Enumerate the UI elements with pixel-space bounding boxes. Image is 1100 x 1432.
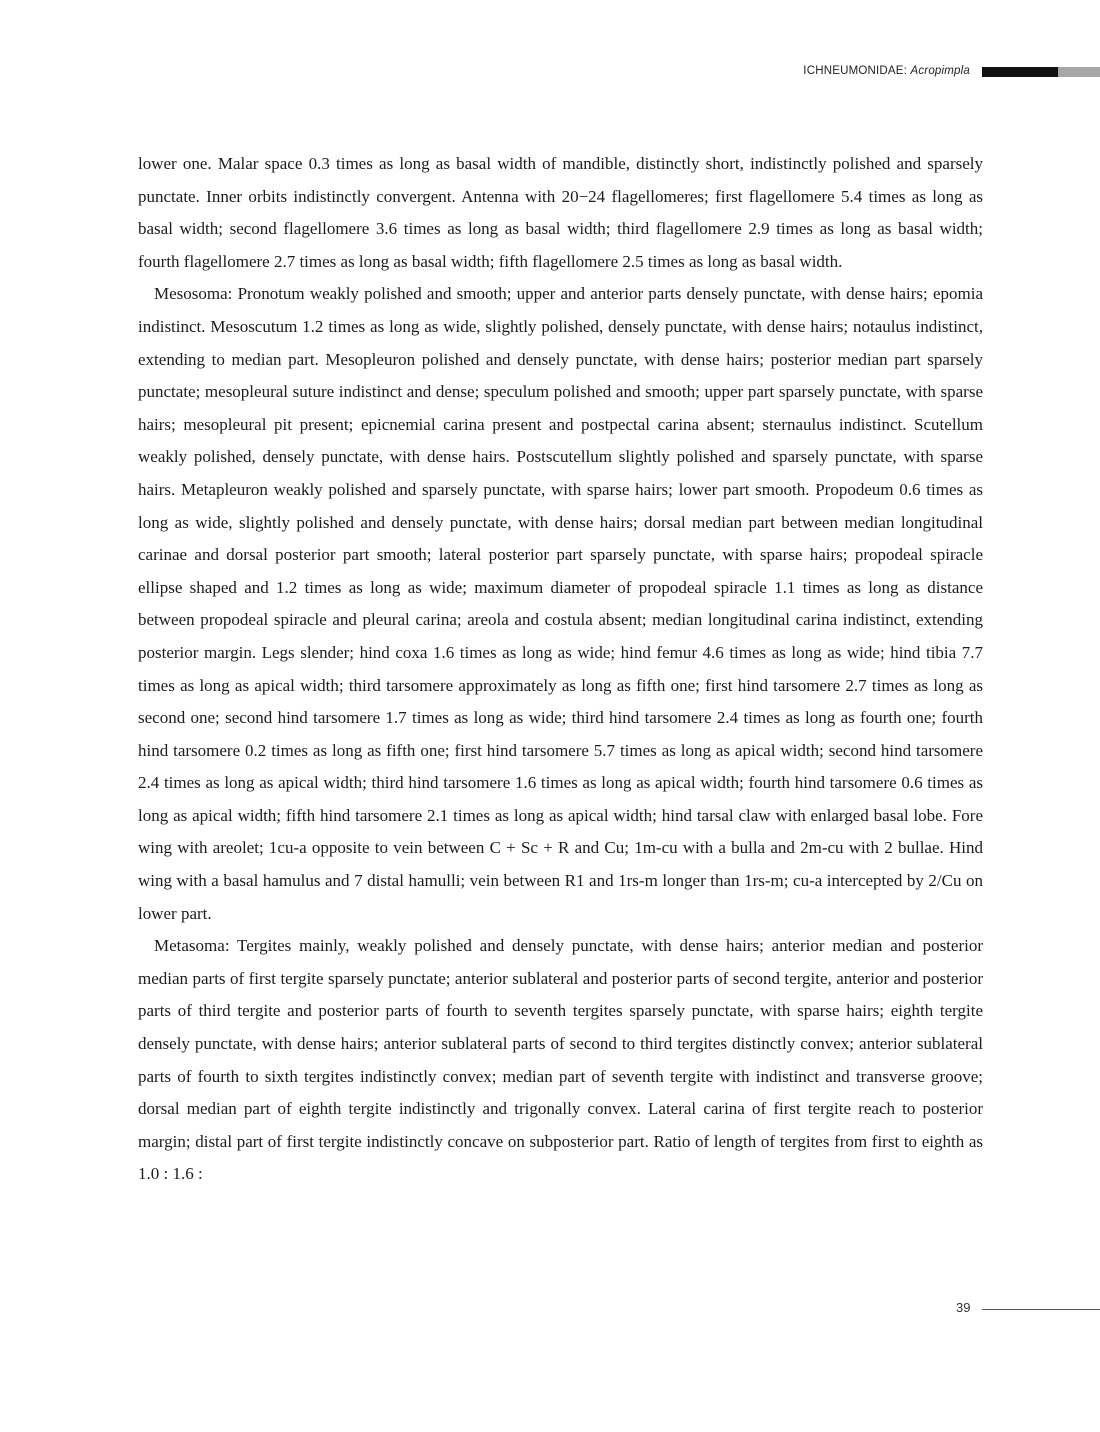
header-bar-light: [1058, 67, 1100, 77]
footer-rule: [982, 1309, 1100, 1310]
header-bar-dark: [982, 67, 1058, 77]
paragraph-head-continuation: lower one. Malar space 0.3 times as long as basal width of mandible, distinctly short, indistinctly polished and sparsely punctate. Inner orbits indistinctly convergent. Antenna with 20−24 flagellomeres; first flagellomere 5.4 times as long as basal width; second flagellomere 3.6 times as long as basal width; third flagellomere 2.9 times as long as basal width; fourth flagellomere 2.7 times as long as basal width; fifth flagellomere 2.5 times as long as basal width.: [138, 154, 983, 271]
page-number: 39: [956, 1300, 971, 1315]
body-text: [138, 148, 983, 1191]
paragraph-metasoma: Metasoma: Tergites mainly, weakly polished and densely punctate, with dense hairs; anterior median and posterior median parts of first tergite sparsely punctate; anterior sublateral and posterior parts of second tergite, anterior and posterior parts of third tergite and posterior parts of fourth to seventh tergites sparsely punctate, with sparse hairs; eighth tergite densely punctate, with dense hairs; anterior sublateral parts of second to third tergites distinctly convex; anterior sublateral parts of fourth to sixth tergites indistinctly convex; median part of seventh tergite with indistinct and transverse groove; dorsal median part of eighth tergite indistinctly and trigonally convex. Lateral carina of first tergite reach to posterior margin; distal part of first tergite indistinctly concave on subposterior part. Ratio of length of tergites from first to eighth as 1.0 : 1.6 :: [138, 936, 983, 1184]
paragraph-mesosoma: Mesosoma: Pronotum weakly polished and smooth; upper and anterior parts densely punctate, with dense hairs; epomia indistinct. Mesoscutum 1.2 times as long as wide, slightly polished, densely punctate, with dense hairs; notaulus indistinct, extending to median part. Mesopleuron polished and densely punctate, with dense hairs; posterior median part sparsely punctate; mesopleural suture indistinct and dense; speculum polished and smooth; upper part sparsely punctate, with sparse hairs; mesopleural pit present; epicnemial carina present and postpectal carina absent; sternaulus indistinct. Scutellum weakly polished, densely punctate, with dense hairs. Postscutellum slightly polished and sparsely punctate, with sparse hairs. Metapleuron weakly polished and sparsely punctate, with sparse hairs; lower part smooth. Propodeum 0.6 times as long as wide, slightly polished and densely punctate, with dense hairs; dorsal median part between median longitudinal carinae and dorsal posterior part smooth; lateral posterior part sparsely punctate, with sparse hairs; propodeal spiracle ellipse shaped and 1.2 times as long as wide; maximum diameter of propodeal spiracle 1.1 times as long as distance between propodeal spiracle and pleural carina; areola and costula absent; median longitudinal carina indistinct, extending posterior margin. Legs slender; hind coxa 1.6 times as long as wide; hind femur 4.6 times as long as wide; hind tibia 7.7 times as long as apical width; third tarsomere approximately as long as fifth one; first hind tarsomere 2.7 times as long as second one; second hind tarsomere 1.7 times as long as wide; third hind tarsomere 2.4 times as long as fourth one; fourth hind tarsomere 0.2 times as long as fifth one; first hind tarsomere 5.7 times as long as apical width; second hind tarsomere 2.4 times as long as apical width; third hind tarsomere 1.6 times as long as apical width; fourth hind tarsomere 0.6 times as long as apical width; fifth hind tarsomere 2.1 times as long as apical width; hind tarsal claw with enlarged basal lobe. Fore wing with areolet; 1cu-a opposite to vein between C + Sc + R and Cu; 1m-cu with a bulla and 2m-cu with 2 bullae. Hind wing with a basal hamulus and 7 distal hamulli; vein between R1 and 1rs-m longer than 1rs-m; cu-a intercepted by 2/Cu on lower part.: [138, 284, 983, 923]
running-header-label: [803, 65, 970, 77]
header-family: ICHNEUMONIDAE:: [803, 65, 908, 77]
header-genus: Acropimpla: [910, 65, 970, 77]
running-header: [0, 63, 1100, 83]
